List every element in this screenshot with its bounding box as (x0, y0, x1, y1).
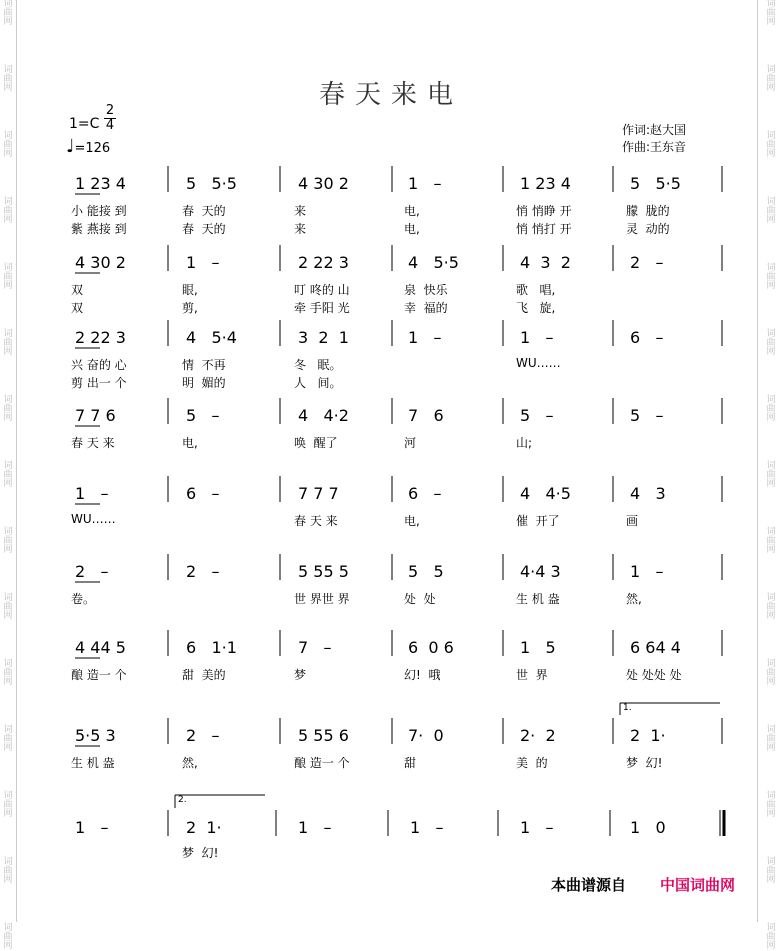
lyric-verse-1: 电, (404, 514, 420, 528)
lyric-verse-1: 梦 (294, 668, 307, 682)
measure-notes: 5 5·5 (186, 174, 237, 193)
measure-notes: 1 – (410, 818, 444, 837)
measure-notes: 1 5 (520, 638, 556, 657)
lyric-verse-2: 紫 燕接 到 (71, 222, 127, 236)
lyric-verse-1: 朦 胧的 (626, 204, 670, 218)
watermark-text: 词 曲 网 (766, 791, 776, 819)
lyric-verse-2: 幸 福的 (404, 301, 448, 315)
composer: 作曲:王东音 (622, 140, 687, 154)
measure-notes: 2 1· (186, 818, 222, 837)
measure-notes: 4 5·5 (408, 253, 459, 272)
lyric-verse-1: 世 界 (516, 668, 548, 682)
measure-notes: 6 – (408, 484, 442, 503)
lyric-verse-1: 电, (182, 436, 198, 450)
tempo-value: =126 (74, 141, 111, 156)
measure-notes: 5 55 6 (298, 726, 349, 745)
time-signature-bottom: 4 (105, 118, 115, 133)
lyric-verse-1: 然, (626, 592, 642, 606)
measure-notes: 4 44 5 (75, 638, 126, 657)
watermark-text: 词 曲 网 (3, 593, 13, 621)
lyric-verse-2: 明 媚的 (182, 376, 226, 390)
lyric-verse-1: 河 (404, 436, 417, 450)
lyric-verse-1: 甜 (404, 756, 417, 770)
lyric-verse-1: WU…… (516, 356, 561, 370)
measure-notes: 5 5 (408, 562, 444, 581)
measure-notes: 6 – (186, 484, 220, 503)
measure-notes: 6 0 6 (408, 638, 454, 657)
measure-notes: 1 23 4 (75, 174, 126, 193)
watermark-text: 词 曲 网 (766, 659, 776, 687)
site-link[interactable]: 中国词曲网 (660, 876, 736, 894)
lyric-verse-2: 悄 悄打 开 (516, 222, 572, 236)
measure-notes: 3 2 1 (298, 328, 349, 347)
volta-1-label: 1. (623, 703, 632, 713)
lyric-verse-1: 然, (182, 756, 198, 770)
watermark-text: 词 曲 网 (3, 329, 13, 357)
measure-notes: 1 – (75, 818, 109, 837)
watermark-text: 词 曲 网 (766, 65, 776, 93)
measure-notes: 2 22 3 (75, 328, 126, 347)
lyric-verse-1: 卷。 (71, 592, 96, 606)
watermark-text: 词 曲 网 (766, 923, 776, 951)
lyric-verse-1: 处 处处 处 (626, 668, 682, 682)
measure-notes: 5 55 5 (298, 562, 349, 581)
watermark-text: 词 曲 网 (3, 131, 13, 159)
measure-notes: 4 3 2 (520, 253, 571, 272)
source-text: 本曲谱源自 (551, 876, 627, 894)
quarter-note-icon: ♩ (66, 136, 75, 157)
lyric-verse-1: 催 开了 (516, 514, 560, 528)
lyric-verse-2: 电, (404, 222, 420, 236)
watermark-text: 词 曲 网 (766, 197, 776, 225)
measure-notes: 7 7 6 (75, 406, 116, 425)
lyric-verse-1: 酿 造一 个 (71, 668, 127, 682)
measure-notes: 2 – (186, 562, 220, 581)
lyric-verse-1: 双 (71, 283, 84, 297)
lyric-verse-1: 情 不再 (182, 358, 226, 372)
lyric-verse-2: 春 天的 (182, 222, 226, 236)
watermark-text: 词 曲 网 (766, 461, 776, 489)
key-signature: 1=C (69, 116, 100, 132)
watermark-text: 词 曲 网 (766, 593, 776, 621)
watermark-text: 词 曲 网 (3, 461, 13, 489)
lyric-verse-2: 双 (71, 301, 84, 315)
measure-notes: 4 5·4 (186, 328, 237, 347)
measure-notes: 7 7 7 (298, 484, 339, 503)
lyric-verse-1: 悄 悄睁 开 (516, 204, 572, 218)
watermark-text: 词 曲 网 (766, 0, 776, 27)
lyric-verse-1: 美 的 (516, 756, 548, 770)
lyric-verse-1: 画 (626, 514, 639, 528)
lyric-verse-1: 甜 美的 (182, 668, 226, 682)
measure-notes: 6 – (630, 328, 664, 347)
lyric-verse-1: 山; (516, 436, 533, 450)
measure-notes: 2 22 3 (298, 253, 349, 272)
measure-notes: 5 – (520, 406, 554, 425)
lyric-verse-1: 唤 醒了 (294, 436, 338, 450)
watermark-text: 词 曲 网 (766, 263, 776, 291)
lyric-verse-1: 世 界世 界 (294, 592, 350, 606)
lyric-verse-1: 眼, (182, 283, 198, 297)
watermark-text: 词 曲 网 (3, 527, 13, 555)
lyric-verse-2: 牵 手阳 光 (294, 301, 350, 315)
lyric-verse-1: 幻! 哦 (404, 668, 441, 682)
measure-notes: 2 – (75, 562, 109, 581)
measure-notes: 1 23 4 (520, 174, 571, 193)
watermark-text: 词 曲 网 (3, 923, 13, 951)
watermark-text: 词 曲 网 (3, 197, 13, 225)
watermark-text: 词 曲 网 (3, 0, 13, 27)
watermark-text: 词 曲 网 (3, 65, 13, 93)
lyric-verse-1: 歌 唱, (516, 283, 556, 297)
measure-notes: 1 – (520, 328, 554, 347)
measure-notes: 7 6 (408, 406, 444, 425)
lyric-verse-2: 飞 旋, (516, 301, 556, 315)
watermark-text: 词 曲 网 (3, 263, 13, 291)
watermark-text: 词 曲 网 (766, 131, 776, 159)
measure-notes: 2 1· (630, 726, 666, 745)
measure-notes: 2· 2 (520, 726, 556, 745)
lyric-verse-1: 小 能接 到 (71, 204, 127, 218)
lyric-verse-1: 梦 幻! (182, 846, 219, 860)
measure-notes: 6 64 4 (630, 638, 681, 657)
measure-notes: 1 – (520, 818, 554, 837)
lyric-verse-2: 剪, (182, 301, 198, 315)
measure-notes: 5 – (630, 406, 664, 425)
song-title: 春天来电 (318, 80, 463, 110)
measure-notes: 2 – (630, 253, 664, 272)
watermark-text: 词 曲 网 (3, 725, 13, 753)
measure-notes: 4 30 2 (75, 253, 126, 272)
measure-notes: 5 5·5 (630, 174, 681, 193)
measure-notes: 5·5 3 (75, 726, 116, 745)
lyric-verse-1: 生 机 盎 (71, 756, 115, 770)
measure-notes: 6 1·1 (186, 638, 237, 657)
watermark-text: 词 曲 网 (766, 725, 776, 753)
measure-notes: 7 – (298, 638, 332, 657)
watermark-text: 词 曲 网 (766, 329, 776, 357)
measure-notes: 7· 0 (408, 726, 444, 745)
measure-notes: 4·4 3 (520, 562, 561, 581)
measure-notes: 5 – (186, 406, 220, 425)
watermark-text: 词 曲 网 (766, 395, 776, 423)
lyric-verse-1: 酿 造一 个 (294, 756, 350, 770)
lyric-verse-1: 春 天 来 (294, 514, 338, 528)
watermark-text: 词 曲 网 (3, 395, 13, 423)
lyric-verse-2: 灵 动的 (626, 222, 670, 236)
watermark-text: 词 曲 网 (3, 857, 13, 885)
lyric-verse-1: 兴 奋的 心 (71, 358, 127, 372)
lyric-verse-1: 春 天的 (182, 204, 226, 218)
lyric-verse-1: 梦 幻! (626, 756, 663, 770)
lyric-verse-2: 剪 出一 个 (71, 376, 127, 390)
lyric-verse-1: 处 处 (404, 592, 436, 606)
measure-notes: 4 4·5 (520, 484, 571, 503)
measure-notes: 4 30 2 (298, 174, 349, 193)
lyric-verse-1: 来 (294, 204, 307, 218)
lyric-verse-2: 人 间。 (294, 376, 342, 390)
lyric-verse-1: 泉 快乐 (404, 283, 448, 297)
measure-notes: 1 – (408, 328, 442, 347)
watermark-text: 词 曲 网 (766, 527, 776, 555)
measure-notes: 1 – (408, 174, 442, 193)
lyric-verse-2: 来 (294, 222, 307, 236)
lyric-verse-1: 春 天 来 (71, 436, 115, 450)
measure-notes: 1 – (186, 253, 220, 272)
time-signature-top: 2 (105, 103, 115, 118)
measure-notes: 2 – (186, 726, 220, 745)
measure-notes: 4 4·2 (298, 406, 349, 425)
measure-notes: 1 0 (630, 818, 666, 837)
measure-notes: 1 – (630, 562, 664, 581)
watermark-text: 词 曲 网 (3, 659, 13, 687)
measure-notes: 4 3 (630, 484, 666, 503)
lyric-verse-1: 叮 咚的 山 (294, 283, 350, 297)
watermark-text: 词 曲 网 (766, 857, 776, 885)
volta-2-label: 2. (178, 795, 187, 805)
lyric-verse-1: 生 机 盎 (516, 592, 560, 606)
watermark-text: 词 曲 网 (3, 791, 13, 819)
measure-notes: 1 – (298, 818, 332, 837)
lyric-verse-1: 冬 眠。 (294, 358, 342, 372)
lyric-verse-1: WU…… (71, 512, 116, 526)
lyricist: 作词:赵大国 (622, 123, 687, 137)
lyric-verse-1: 电, (404, 204, 420, 218)
measure-notes: 1 – (75, 484, 109, 503)
